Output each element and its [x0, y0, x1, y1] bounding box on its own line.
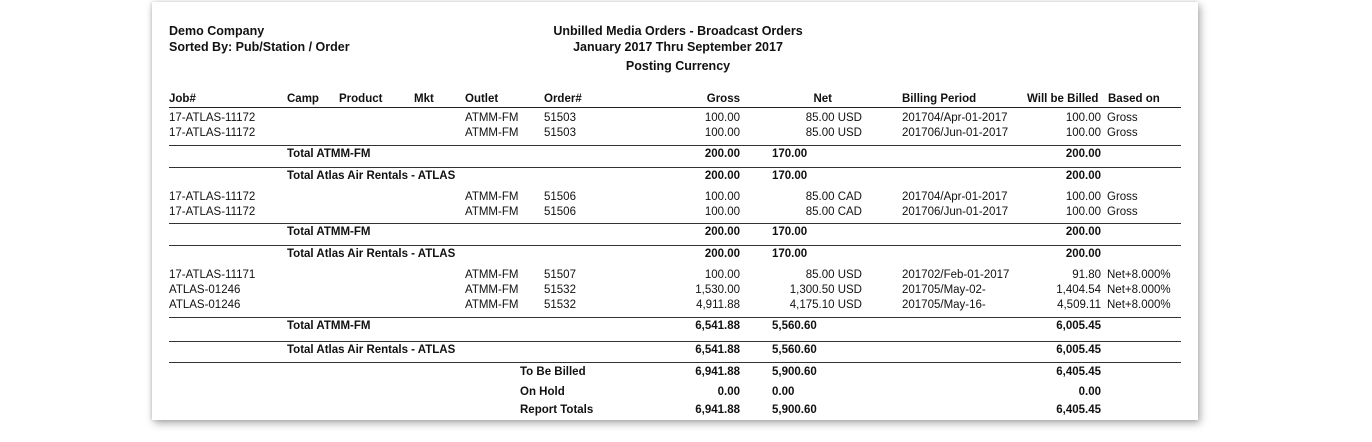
- report-date-range: January 2017 Thru September 2017: [573, 40, 783, 54]
- based-on: Gross: [1107, 206, 1138, 218]
- report-currency: Posting Currency: [625, 59, 731, 73]
- outlet: ATMM-FM: [465, 284, 519, 296]
- gross-amount: 100.00: [704, 112, 740, 124]
- net-amount: 85.00 CAD: [805, 206, 862, 218]
- summary-billed: 0.00: [1078, 386, 1101, 398]
- will-be-billed: 100.00: [1065, 206, 1101, 218]
- section-rule: [169, 167, 1181, 168]
- order-number: 51503: [544, 127, 576, 139]
- outlet: ATMM-FM: [465, 299, 519, 311]
- total-net: 170.00: [772, 148, 808, 160]
- summary-label: Report Totals: [520, 404, 594, 416]
- section-rule: [169, 245, 1181, 246]
- billing-period: 201705/May-02-: [902, 284, 986, 296]
- based-on: Gross: [1107, 191, 1138, 203]
- gross-amount: 100.00: [704, 127, 740, 139]
- col-job: Job#: [169, 93, 196, 105]
- gross-amount: 100.00: [704, 191, 740, 203]
- total-gross: 200.00: [704, 170, 740, 182]
- section-rule: [169, 317, 1181, 318]
- order-number: 51503: [544, 112, 576, 124]
- total-net: 170.00: [772, 248, 808, 260]
- total-net: 5,560.60: [772, 320, 817, 332]
- billing-period: 201702/Feb-01-2017: [902, 269, 1010, 281]
- will-be-billed: 4,509.11: [1057, 299, 1101, 311]
- job-number: 17-ATLAS-11172: [169, 127, 256, 139]
- total-gross: 200.00: [704, 226, 740, 238]
- order-number: 51506: [544, 206, 576, 218]
- will-be-billed: 1,404.54: [1056, 284, 1101, 296]
- total-net: 170.00: [772, 170, 808, 182]
- col-mkt: Mkt: [414, 93, 434, 105]
- summary-net: 5,900.60: [772, 366, 817, 378]
- will-be-billed: 91.80: [1072, 269, 1101, 281]
- col-camp: Camp: [287, 93, 319, 105]
- col-will-be-billed: Will be Billed: [1027, 93, 1099, 105]
- summary-gross: 0.00: [717, 386, 740, 398]
- summary-billed: 6,405.45: [1056, 404, 1101, 416]
- total-gross: 6,541.88: [695, 320, 740, 332]
- sort-description: Sorted By: Pub/Station / Order: [169, 40, 350, 54]
- section-rule: [169, 145, 1181, 146]
- total-billed: 6,005.45: [1056, 344, 1101, 356]
- total-billed: 200.00: [1065, 226, 1101, 238]
- gross-amount: 1,530.00: [695, 284, 740, 296]
- job-number: 17-ATLAS-11172: [169, 191, 256, 203]
- total-billed: 200.00: [1065, 148, 1101, 160]
- will-be-billed: 100.00: [1065, 191, 1101, 203]
- col-product: Product: [339, 93, 383, 105]
- section-rule: [169, 223, 1181, 224]
- col-gross: Gross: [706, 93, 740, 105]
- based-on: Net+8.000%: [1107, 284, 1171, 296]
- billing-period: 201706/Jun-01-2017: [902, 206, 1009, 218]
- summary-gross: 6,941.88: [695, 366, 740, 378]
- gross-amount: 4,911.88: [696, 299, 740, 311]
- job-number: 17-ATLAS-11172: [169, 206, 256, 218]
- total-gross: 200.00: [704, 248, 740, 260]
- report-title: Unbilled Media Orders - Broadcast Orders: [553, 24, 803, 38]
- net-amount: 85.00 USD: [805, 112, 862, 124]
- total-net: 5,560.60: [772, 344, 817, 356]
- based-on: Net+8.000%: [1107, 269, 1171, 281]
- total-billed: 200.00: [1065, 248, 1101, 260]
- order-number: 51507: [544, 269, 576, 281]
- total-label: Total ATMM-FM: [287, 226, 371, 238]
- order-number: 51506: [544, 191, 576, 203]
- billing-period: 201705/May-16-: [902, 299, 986, 311]
- net-amount: 4,175.10 USD: [789, 299, 862, 311]
- job-number: ATLAS-01246: [169, 284, 241, 296]
- outlet: ATMM-FM: [465, 112, 519, 124]
- summary-label: On Hold: [520, 386, 565, 398]
- section-rule: [169, 341, 1181, 342]
- col-billing-period: Billing Period: [902, 93, 977, 105]
- col-based-on: Based on: [1108, 93, 1160, 105]
- gross-amount: 100.00: [704, 206, 740, 218]
- header-rule: [169, 107, 1181, 108]
- summary-net: 5,900.60: [772, 404, 817, 416]
- gross-amount: 100.00: [704, 269, 740, 281]
- col-outlet: Outlet: [465, 93, 499, 105]
- col-order: Order#: [544, 93, 582, 105]
- total-label: Total ATMM-FM: [287, 148, 371, 160]
- net-amount: 85.00 USD: [805, 127, 862, 139]
- total-label: Total Atlas Air Rentals - ATLAS: [287, 170, 456, 182]
- summary-billed: 6,405.45: [1056, 366, 1101, 378]
- outlet: ATMM-FM: [465, 127, 519, 139]
- based-on: Gross: [1107, 112, 1138, 124]
- net-amount: 1,300.50 USD: [789, 284, 862, 296]
- based-on: Gross: [1107, 127, 1138, 139]
- based-on: Net+8.000%: [1107, 299, 1171, 311]
- job-number: ATLAS-01246: [169, 299, 241, 311]
- billing-period: 201704/Apr-01-2017: [902, 112, 1008, 124]
- order-number: 51532: [544, 284, 576, 296]
- summary-gross: 6,941.88: [695, 404, 740, 416]
- job-number: 17-ATLAS-11172: [169, 112, 256, 124]
- billing-period: 201706/Jun-01-2017: [902, 127, 1009, 139]
- report-page: [152, 2, 1198, 420]
- outlet: ATMM-FM: [465, 269, 519, 281]
- billing-period: 201704/Apr-01-2017: [902, 191, 1008, 203]
- will-be-billed: 100.00: [1065, 127, 1101, 139]
- total-label: Total ATMM-FM: [287, 320, 371, 332]
- net-amount: 85.00 CAD: [805, 191, 862, 203]
- net-amount: 85.00 USD: [805, 269, 862, 281]
- total-billed: 6,005.45: [1056, 320, 1101, 332]
- total-gross: 6,541.88: [695, 344, 740, 356]
- summary-net: 0.00: [772, 386, 795, 398]
- company-name: Demo Company: [169, 24, 265, 38]
- order-number: 51532: [544, 299, 576, 311]
- outlet: ATMM-FM: [465, 206, 519, 218]
- total-gross: 200.00: [704, 148, 740, 160]
- total-label: Total Atlas Air Rentals - ATLAS: [287, 344, 456, 356]
- outlet: ATMM-FM: [465, 191, 519, 203]
- summary-rule: [169, 362, 1181, 363]
- total-label: Total Atlas Air Rentals - ATLAS: [287, 248, 456, 260]
- col-net: Net: [813, 93, 832, 105]
- summary-label: To Be Billed: [520, 366, 586, 378]
- total-net: 170.00: [772, 226, 808, 238]
- job-number: 17-ATLAS-11171: [169, 269, 256, 281]
- total-billed: 200.00: [1065, 170, 1101, 182]
- will-be-billed: 100.00: [1065, 112, 1101, 124]
